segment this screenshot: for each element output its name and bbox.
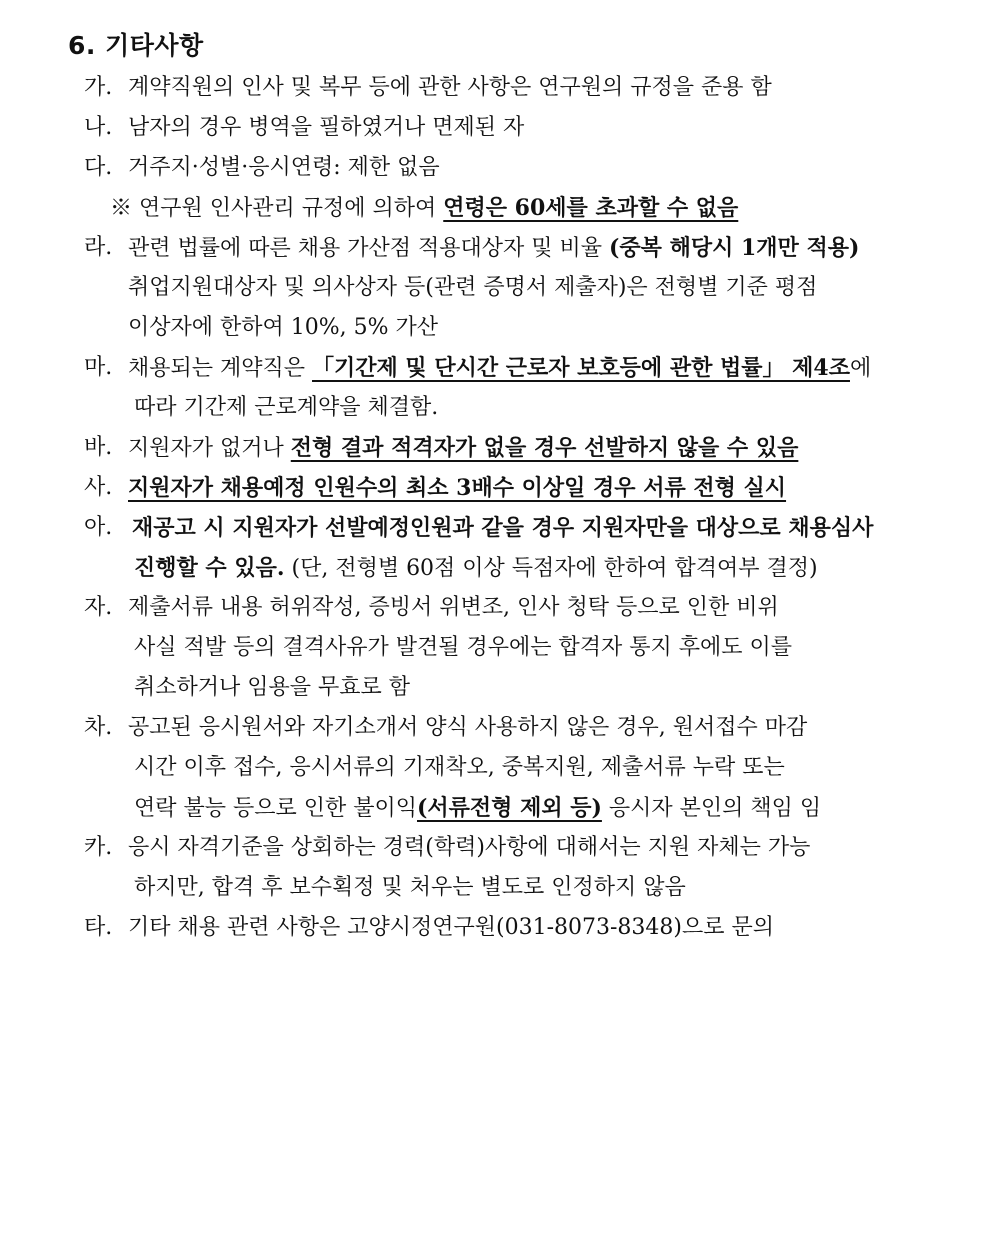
- item-text: 관련 법률에 따른 채용 가산점 적용대상자 및 비율 (중복 해당시 1개만 적용): [128, 235, 860, 261]
- item-label: 바.: [84, 435, 113, 460]
- note-text: ※ 연구원 인사관리 규정에 의하여: [110, 196, 444, 221]
- item-label: 아.: [84, 515, 113, 540]
- item-text: 지원자가 채용예정 인원수의 최소 3배수 이상일 경우 서류 전형 실시: [128, 475, 787, 501]
- item-text: 남자의 경우 병역을 필하였거나 면제된 자: [128, 115, 525, 140]
- item-text: 취소하거나 임용을 무효로 함: [134, 675, 411, 700]
- item-label: 라.: [84, 235, 113, 260]
- item-text: 사실 적발 등의 결격사유가 발견될 경우에는 합격자 통지 후에도 이를: [134, 635, 792, 660]
- item-label: 사.: [84, 475, 113, 500]
- item-text: 재공고 시 지원자가 선발예정인원과 같을 경우 지원자만을 대상으로 채용심사: [132, 515, 874, 541]
- section-heading: 6. 기타사항: [68, 31, 204, 60]
- item-text: 진행할 수 있음. (단, 전형별 60점 이상 득점자에 한하여 합격여부 결정): [134, 555, 818, 581]
- item-label: 자.: [84, 595, 113, 620]
- item-label: 차.: [84, 715, 113, 740]
- item-label: 다.: [84, 155, 113, 180]
- item-label: 마.: [84, 355, 113, 380]
- item-label: 나.: [84, 115, 113, 140]
- item-text: 지원자가 없거나 전형 결과 적격자가 없을 경우 선발하지 않을 수 있음: [128, 435, 799, 461]
- item-text: 기타 채용 관련 사항은 고양시정연구원(031-8073-8348)으로 문의: [128, 915, 775, 940]
- note-emphasis: 연령은 60세를 초과할 수 없음: [443, 195, 739, 221]
- item-text: 시간 이후 접수, 응시서류의 기재착오, 중복지원, 제출서류 누락 또는: [134, 755, 785, 780]
- item-text: 제출서류 내용 허위작성, 증빙서 위변조, 인사 청탁 등으로 인한 비위: [128, 595, 779, 620]
- item-label: 카.: [84, 835, 113, 860]
- age-limit-note: [110, 188, 738, 229]
- item-text: 하지만, 합격 후 보수획정 및 처우는 별도로 인정하지 않음: [134, 875, 686, 900]
- item-text: 채용되는 계약직은 「기간제 및 단시간 근로자 보호등에 관한 법률」 제4조에: [128, 355, 872, 381]
- item-text: 계약직원의 인사 및 복무 등에 관한 사항은 연구원의 규정을 준용 함: [128, 75, 772, 100]
- item-text: 따라 기간제 근로계약을 체결함.: [134, 395, 439, 420]
- item-text: 응시 자격기준을 상회하는 경력(학력)사항에 대해서는 지원 자체는 가능: [128, 835, 811, 860]
- item-text: 연락 불능 등으로 인한 불이익(서류전형 제외 등) 응시자 본인의 책임 임: [134, 795, 822, 821]
- item-label: 가.: [84, 75, 113, 100]
- item-label: 타.: [84, 915, 113, 940]
- item-text: 거주지·성별·응시연령: 제한 없음: [128, 155, 440, 180]
- item-text: 취업지원대상자 및 의사상자 등(관련 증명서 제출자)은 전형별 기준 평점: [128, 275, 818, 300]
- item-text: 공고된 응시원서와 자기소개서 양식 사용하지 않은 경우, 원서접수 마감: [128, 715, 808, 740]
- item-text: 이상자에 한하여 10%, 5% 가산: [128, 315, 439, 340]
